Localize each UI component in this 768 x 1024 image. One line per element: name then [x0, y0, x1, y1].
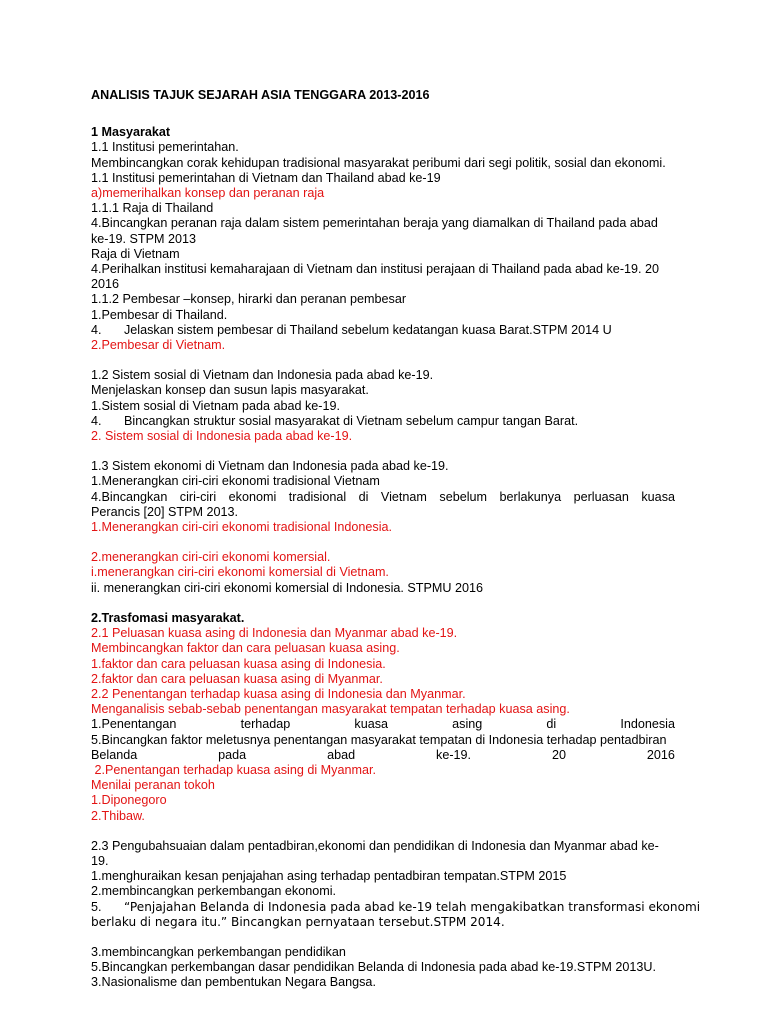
subsection-heading: 1.3 Sistem ekonomi di Vietnam dan Indonesia pada abad ke-19.	[91, 459, 449, 474]
word: 20	[551, 747, 566, 762]
document-title: ANALISIS TAJUK SEJARAH ASIA TENGGARA 2013-2016	[91, 88, 430, 102]
red-text-line: 2.Thibaw.	[91, 808, 145, 823]
red-text-line: 2.2 Penentangan terhadap kuasa asing di Indonesia dan Myanmar.	[91, 686, 466, 701]
word: ke-19.	[436, 747, 472, 762]
red-text-line: 2.menerangkan ciri-ciri ekonomi komersial.	[91, 550, 331, 565]
text-line: 1.Menerangkan ciri-ciri ekonomi tradisional Vietnam	[91, 474, 380, 489]
red-text-line: i.menerangkan ciri-ciri ekonomi komersial di Vietnam.	[91, 565, 389, 580]
list-marker: 5.	[91, 899, 102, 914]
subsection-heading: 1.1 Institusi pemerintahan di Vietnam dan Thailand abad ke-19	[91, 170, 441, 185]
question-line: 2016	[91, 277, 120, 292]
section-heading: 2.Trasfomasi masyarakat.	[91, 610, 245, 625]
subsection-heading: 19.	[91, 853, 109, 868]
question-line	[91, 899, 701, 915]
section-heading: 1 Masyarakat	[91, 125, 171, 140]
question-line: ke-19. STPM 2013	[91, 231, 196, 246]
subsection-heading: 1.1.2 Pembesar –konsep, hirarki dan peranan pembesar	[91, 292, 407, 307]
question-line: Perancis [20] STPM 2013.	[91, 504, 238, 519]
subsection-heading: 3.Nasionalisme dan pembentukan Negara Bangsa.	[91, 975, 376, 990]
red-text-line: Menganalisis sebab-sebab penentangan masyarakat tempatan terhadap kuasa asing.	[91, 702, 570, 717]
red-text-line: 2.faktor dan cara peluasan kuasa asing di Myanmar.	[91, 671, 383, 686]
question-text: Bincangkan struktur sosial masyarakat di Vietnam sebelum campur tangan Barat.	[124, 413, 579, 428]
word: asing	[452, 717, 483, 732]
text-line: 1.menghuraikan kesan penjajahan asing terhadap pentadbiran tempatan.STPM 2015	[91, 869, 567, 884]
red-text-line: 1.Diponegoro	[91, 793, 167, 808]
red-text-line: Menilai peranan tokoh	[91, 778, 215, 793]
text-line: 3.membincangkan perkembangan pendidikan	[91, 944, 346, 959]
red-text-line: 2. Sistem sosial di Indonesia pada abad ke-19.	[91, 429, 353, 444]
text-line: ii. menerangkan ciri-ciri ekonomi komersial di Indonesia. STPMU 2016	[91, 580, 483, 595]
red-text-line: 1.Menerangkan ciri-ciri ekonomi tradisional Indonesia.	[91, 520, 393, 535]
justified-line	[91, 717, 675, 732]
list-marker: 4.	[91, 413, 102, 428]
text-line: Raja di Vietnam	[91, 246, 180, 261]
question-line: 4.Perihalkan institusi kemaharajaan di Vietnam dan institusi perajaan di Thailand pada abad ke-19. 20	[91, 262, 660, 277]
text-line: Menjelaskan konsep dan susun lapis masyarakat.	[91, 383, 369, 398]
word: kuasa	[354, 717, 389, 732]
word: 2016	[646, 747, 675, 762]
question-line: 5.Bincangkan faktor meletusnya penentangan masyarakat tempatan di Indonesia terhadap pentadbiran	[91, 732, 667, 747]
red-text-line: 1.faktor dan cara peluasan kuasa asing di Indonesia.	[91, 656, 386, 671]
question-line	[91, 323, 675, 338]
word: abad	[327, 747, 356, 762]
question-text: Jelaskan sistem pembesar di Thailand sebelum kedatangan kuasa Barat.STPM 2014 U	[124, 322, 612, 337]
text-line: 1.Pembesar di Thailand.	[91, 307, 228, 322]
text-line: 1.Sistem sosial di Vietnam pada abad ke-19.	[91, 398, 340, 413]
red-text-line: a)memerihalkan konsep dan peranan raja	[91, 186, 325, 201]
text-line: 2.membincangkan perkembangan ekonomi.	[91, 884, 337, 899]
red-text-line: 2.1 Peluasan kuasa asing di Indonesia dan Myanmar abad ke-19.	[91, 626, 458, 641]
question-line: berlaku di negara itu.” Bincangkan pernyataan tersebut.STPM 2014.	[91, 914, 505, 929]
question-line: 4.Bincangkan ciri-ciri ekonomi tradisional di Vietnam sebelum berlakunya perluasan kuasa	[91, 489, 675, 504]
question-line: 5.Bincangkan perkembangan dasar pendidikan Belanda di Indonesia pada abad ke-19.STPM 2013U.	[91, 960, 657, 975]
document-body	[91, 88, 701, 991]
text-line: 1.1.1 Raja di Thailand	[91, 201, 214, 216]
word: pada	[218, 747, 247, 762]
word: 1.Penentangan	[91, 717, 177, 732]
word: di	[546, 717, 557, 732]
subsection-heading: 1.2 Sistem sosial di Vietnam dan Indonesia pada abad ke-19.	[91, 368, 434, 383]
red-text-line: Membincangkan faktor dan cara peluasan kuasa asing.	[91, 641, 400, 656]
list-marker: 4.	[91, 322, 102, 337]
red-text-line: 2.Penentangan terhadap kuasa asing di Myanmar.	[91, 762, 376, 777]
word: Indonesia	[620, 717, 675, 732]
subsection-heading: 2.3 Pengubahsuaian dalam pentadbiran,ekonomi dan pendidikan di Indonesia dan Myanmar abad ke-	[91, 838, 659, 853]
text-line: Membincangkan corak kehidupan tradisional masyarakat peribumi dari segi politik, sosial dan ekonomi.	[91, 155, 666, 170]
question-text: “Penjajahan Belanda di Indonesia pada abad ke-19 telah mengakibatkan transformasi ekonomi	[124, 899, 701, 914]
question-line	[91, 414, 675, 429]
word: terhadap	[240, 717, 291, 732]
justified-line	[91, 748, 675, 763]
word: Belanda	[91, 747, 138, 762]
question-line: 4.Bincangkan peranan raja dalam sistem pemerintahan beraja yang diamalkan di Thailand pada abad	[91, 216, 658, 231]
subsection-heading: 1.1 Institusi pemerintahan.	[91, 140, 239, 155]
red-text-line: 2.Pembesar di Vietnam.	[91, 338, 226, 353]
